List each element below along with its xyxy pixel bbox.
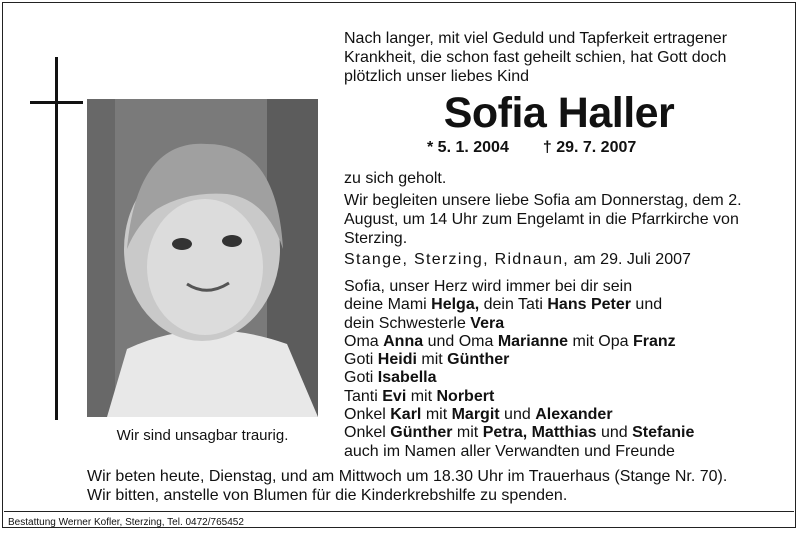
cross-icon-bar bbox=[30, 101, 83, 104]
name-block bbox=[344, 89, 774, 137]
birth-date: * 5. 1. 2004 bbox=[427, 139, 509, 156]
portrait-illustration bbox=[87, 99, 318, 417]
prayer-notice bbox=[87, 467, 777, 505]
family-list bbox=[344, 278, 774, 461]
donation-line: Wir bitten, anstelle von Blumen für die Kinderkrebshilfe zu spenden. bbox=[87, 487, 568, 504]
notice-date: am 29. Juli 2007 bbox=[569, 251, 691, 268]
life-dates bbox=[427, 139, 670, 157]
portrait-photo bbox=[87, 99, 318, 417]
funeral-text: Wir begleiten unsere liebe Sofia am Donnerstag, dem 2. August, um 14 Uhr zum Engelamt in die Pfarrkirche von Sterzing. bbox=[344, 192, 742, 247]
funeral-home-footer: Bestattung Werner Kofler, Sterzing, Tel. 0472/765452 bbox=[8, 517, 244, 528]
family-line: Goti Heidi mit Günther bbox=[344, 351, 510, 369]
family-line: Goti Isabella bbox=[344, 369, 437, 387]
geholt-text: zu sich geholt. bbox=[344, 170, 447, 187]
family-line: Tanti Evi mit Norbert bbox=[344, 387, 495, 405]
obituary-notice bbox=[2, 2, 796, 528]
family-line: Onkel Günther mit Petra, Matthias und Stefanie bbox=[344, 424, 695, 442]
family-line: Oma Anna und Oma Marianne mit Opa Franz bbox=[344, 332, 676, 350]
family-line: deine Mami Helga, dein Tati Hans Peter und bbox=[344, 296, 663, 314]
family-line: dein Schwesterle Vera bbox=[344, 314, 505, 332]
prayer-line: Wir beten heute, Dienstag, und am Mittwoch um 18.30 Uhr im Trauerhaus (Stange Nr. 70). bbox=[87, 468, 728, 485]
deceased-name: Sofia Haller bbox=[443, 89, 675, 137]
footer-divider bbox=[4, 511, 794, 512]
family-line: Onkel Karl mit Margit und Alexander bbox=[344, 406, 613, 424]
intro-text: Nach langer, mit viel Geduld und Tapferkeit ertragener Krankheit, die schon fast geheilt schien, hat Gott doch plötzlich unser liebes Kind bbox=[344, 30, 728, 85]
place-names: Stange, Sterzing, Ridnaun, bbox=[344, 251, 570, 268]
cross-icon bbox=[55, 57, 58, 420]
photo-caption: Wir sind unsagbar traurig. bbox=[116, 427, 289, 444]
heart-line: Sofia, unser Herz wird immer bei dir sein bbox=[344, 278, 633, 295]
place-date bbox=[344, 250, 774, 269]
death-date: † 29. 7. 2007 bbox=[542, 139, 637, 156]
family-line: auch im Namen aller Verwandten und Freunde bbox=[344, 442, 675, 460]
